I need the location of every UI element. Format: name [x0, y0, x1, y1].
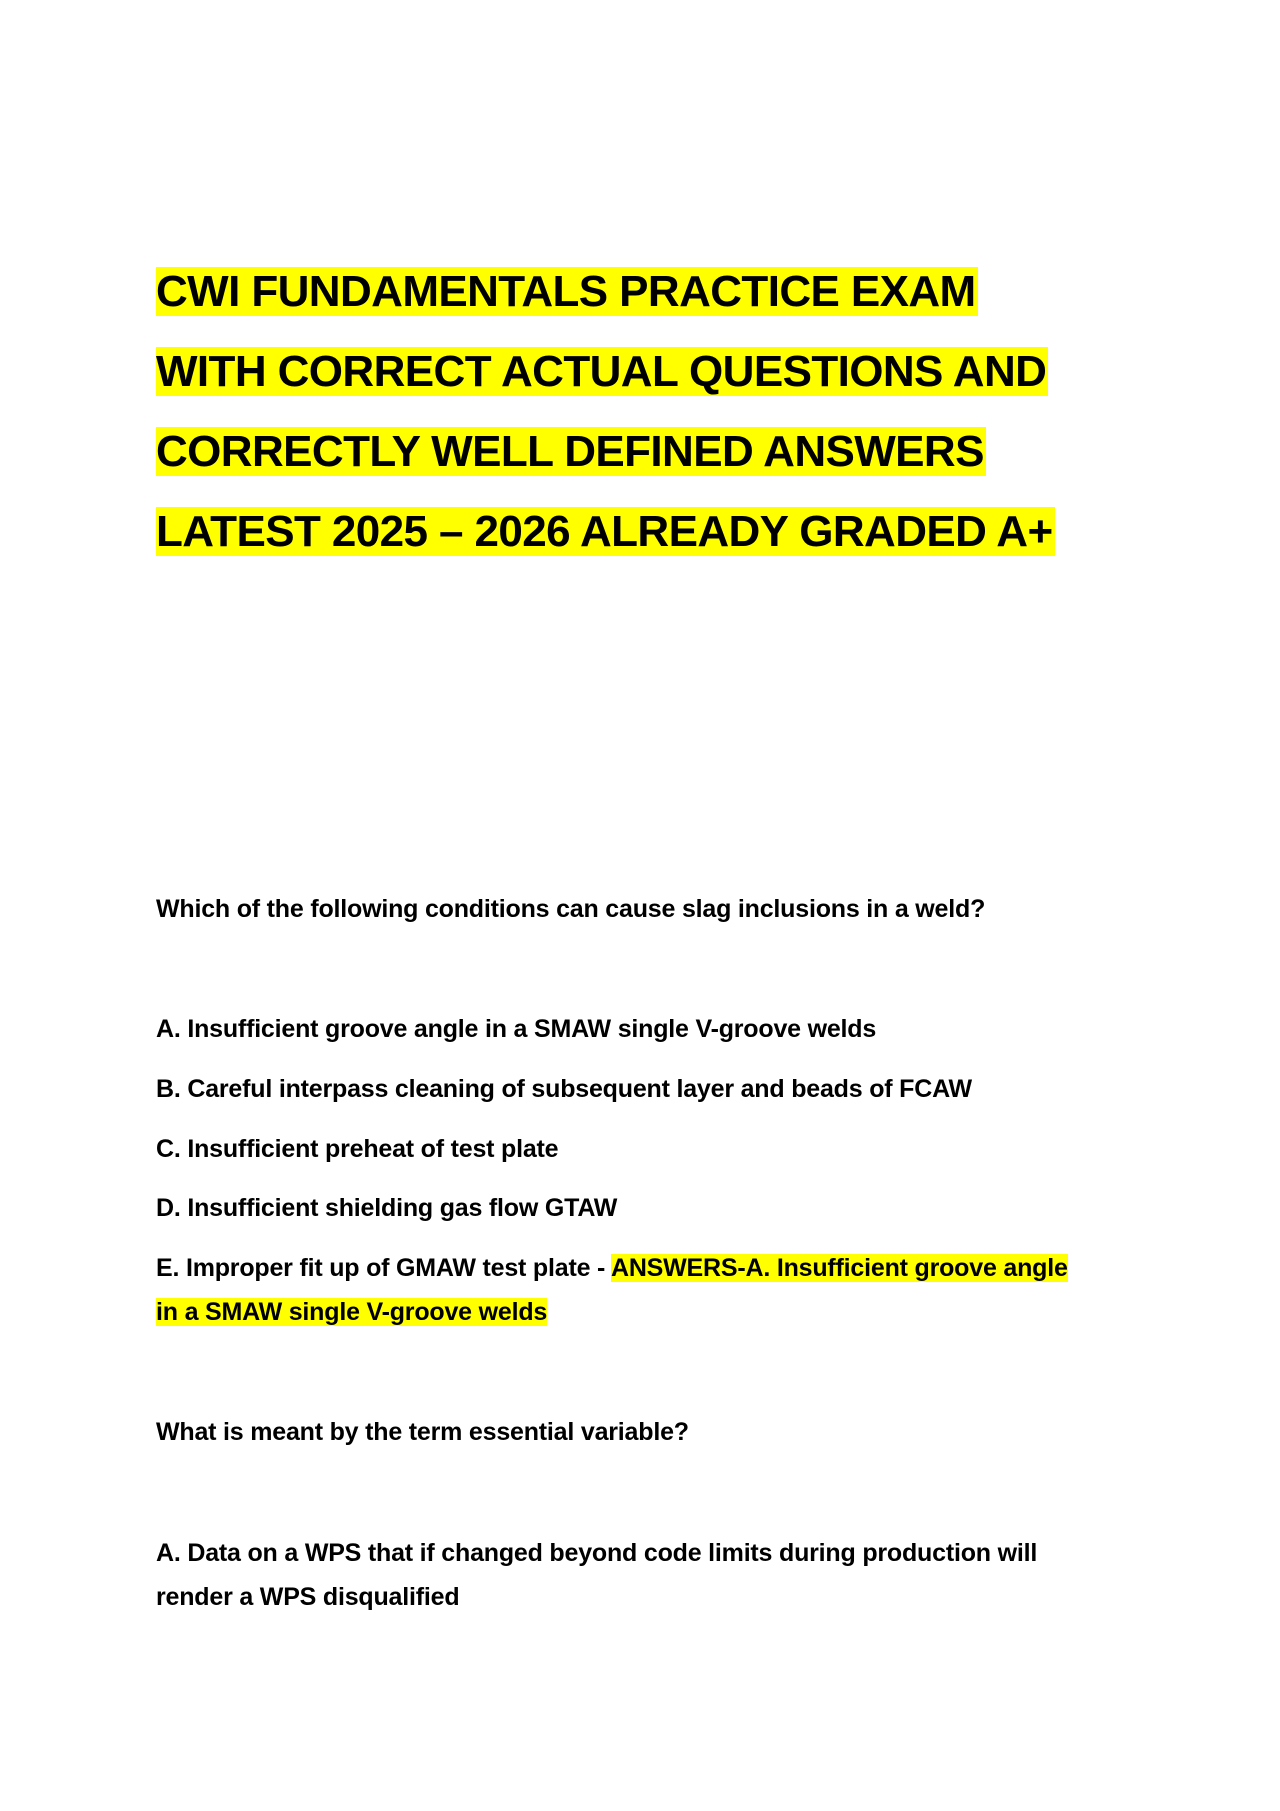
- question-1-option-e: [156, 1246, 1146, 1290]
- question-1-text: Which of the following conditions can cause slag inclusions in a weld?: [156, 895, 986, 923]
- question-2-text: What is meant by the term essential variable?: [156, 1418, 689, 1446]
- document-title: [156, 252, 1156, 572]
- question-1-option-d: D. Insufficient shielding gas flow GTAW: [156, 1194, 618, 1222]
- question-1-option-c: C. Insufficient preheat of test plate: [156, 1135, 559, 1163]
- title-line: LATEST 2025 – 2026 ALREADY GRADED A+: [156, 507, 1053, 556]
- question-1-option-b: B. Careful interpass cleaning of subsequent layer and beads of FCAW: [156, 1075, 972, 1103]
- question-1-answer-continued: [156, 1290, 1146, 1334]
- question-1-option-a: A. Insufficient groove angle in a SMAW single V-groove welds: [156, 1015, 877, 1043]
- title-line: CORRECTLY WELL DEFINED ANSWERS: [156, 427, 984, 476]
- title-line: WITH CORRECT ACTUAL QUESTIONS AND: [156, 347, 1047, 396]
- title-line: CWI FUNDAMENTALS PRACTICE EXAM: [156, 267, 976, 316]
- option-e-text: E. Improper fit up of GMAW test plate -: [156, 1254, 611, 1282]
- answer-highlight: ANSWERS-A. Insufficient groove angle: [610, 1254, 1068, 1282]
- question-2-option-a-continued: render a WPS disqualified: [156, 1583, 460, 1611]
- question-2-option-a: A. Data on a WPS that if changed beyond code limits during production will: [156, 1539, 1038, 1567]
- answer-highlight: in a SMAW single V-groove welds: [156, 1298, 548, 1326]
